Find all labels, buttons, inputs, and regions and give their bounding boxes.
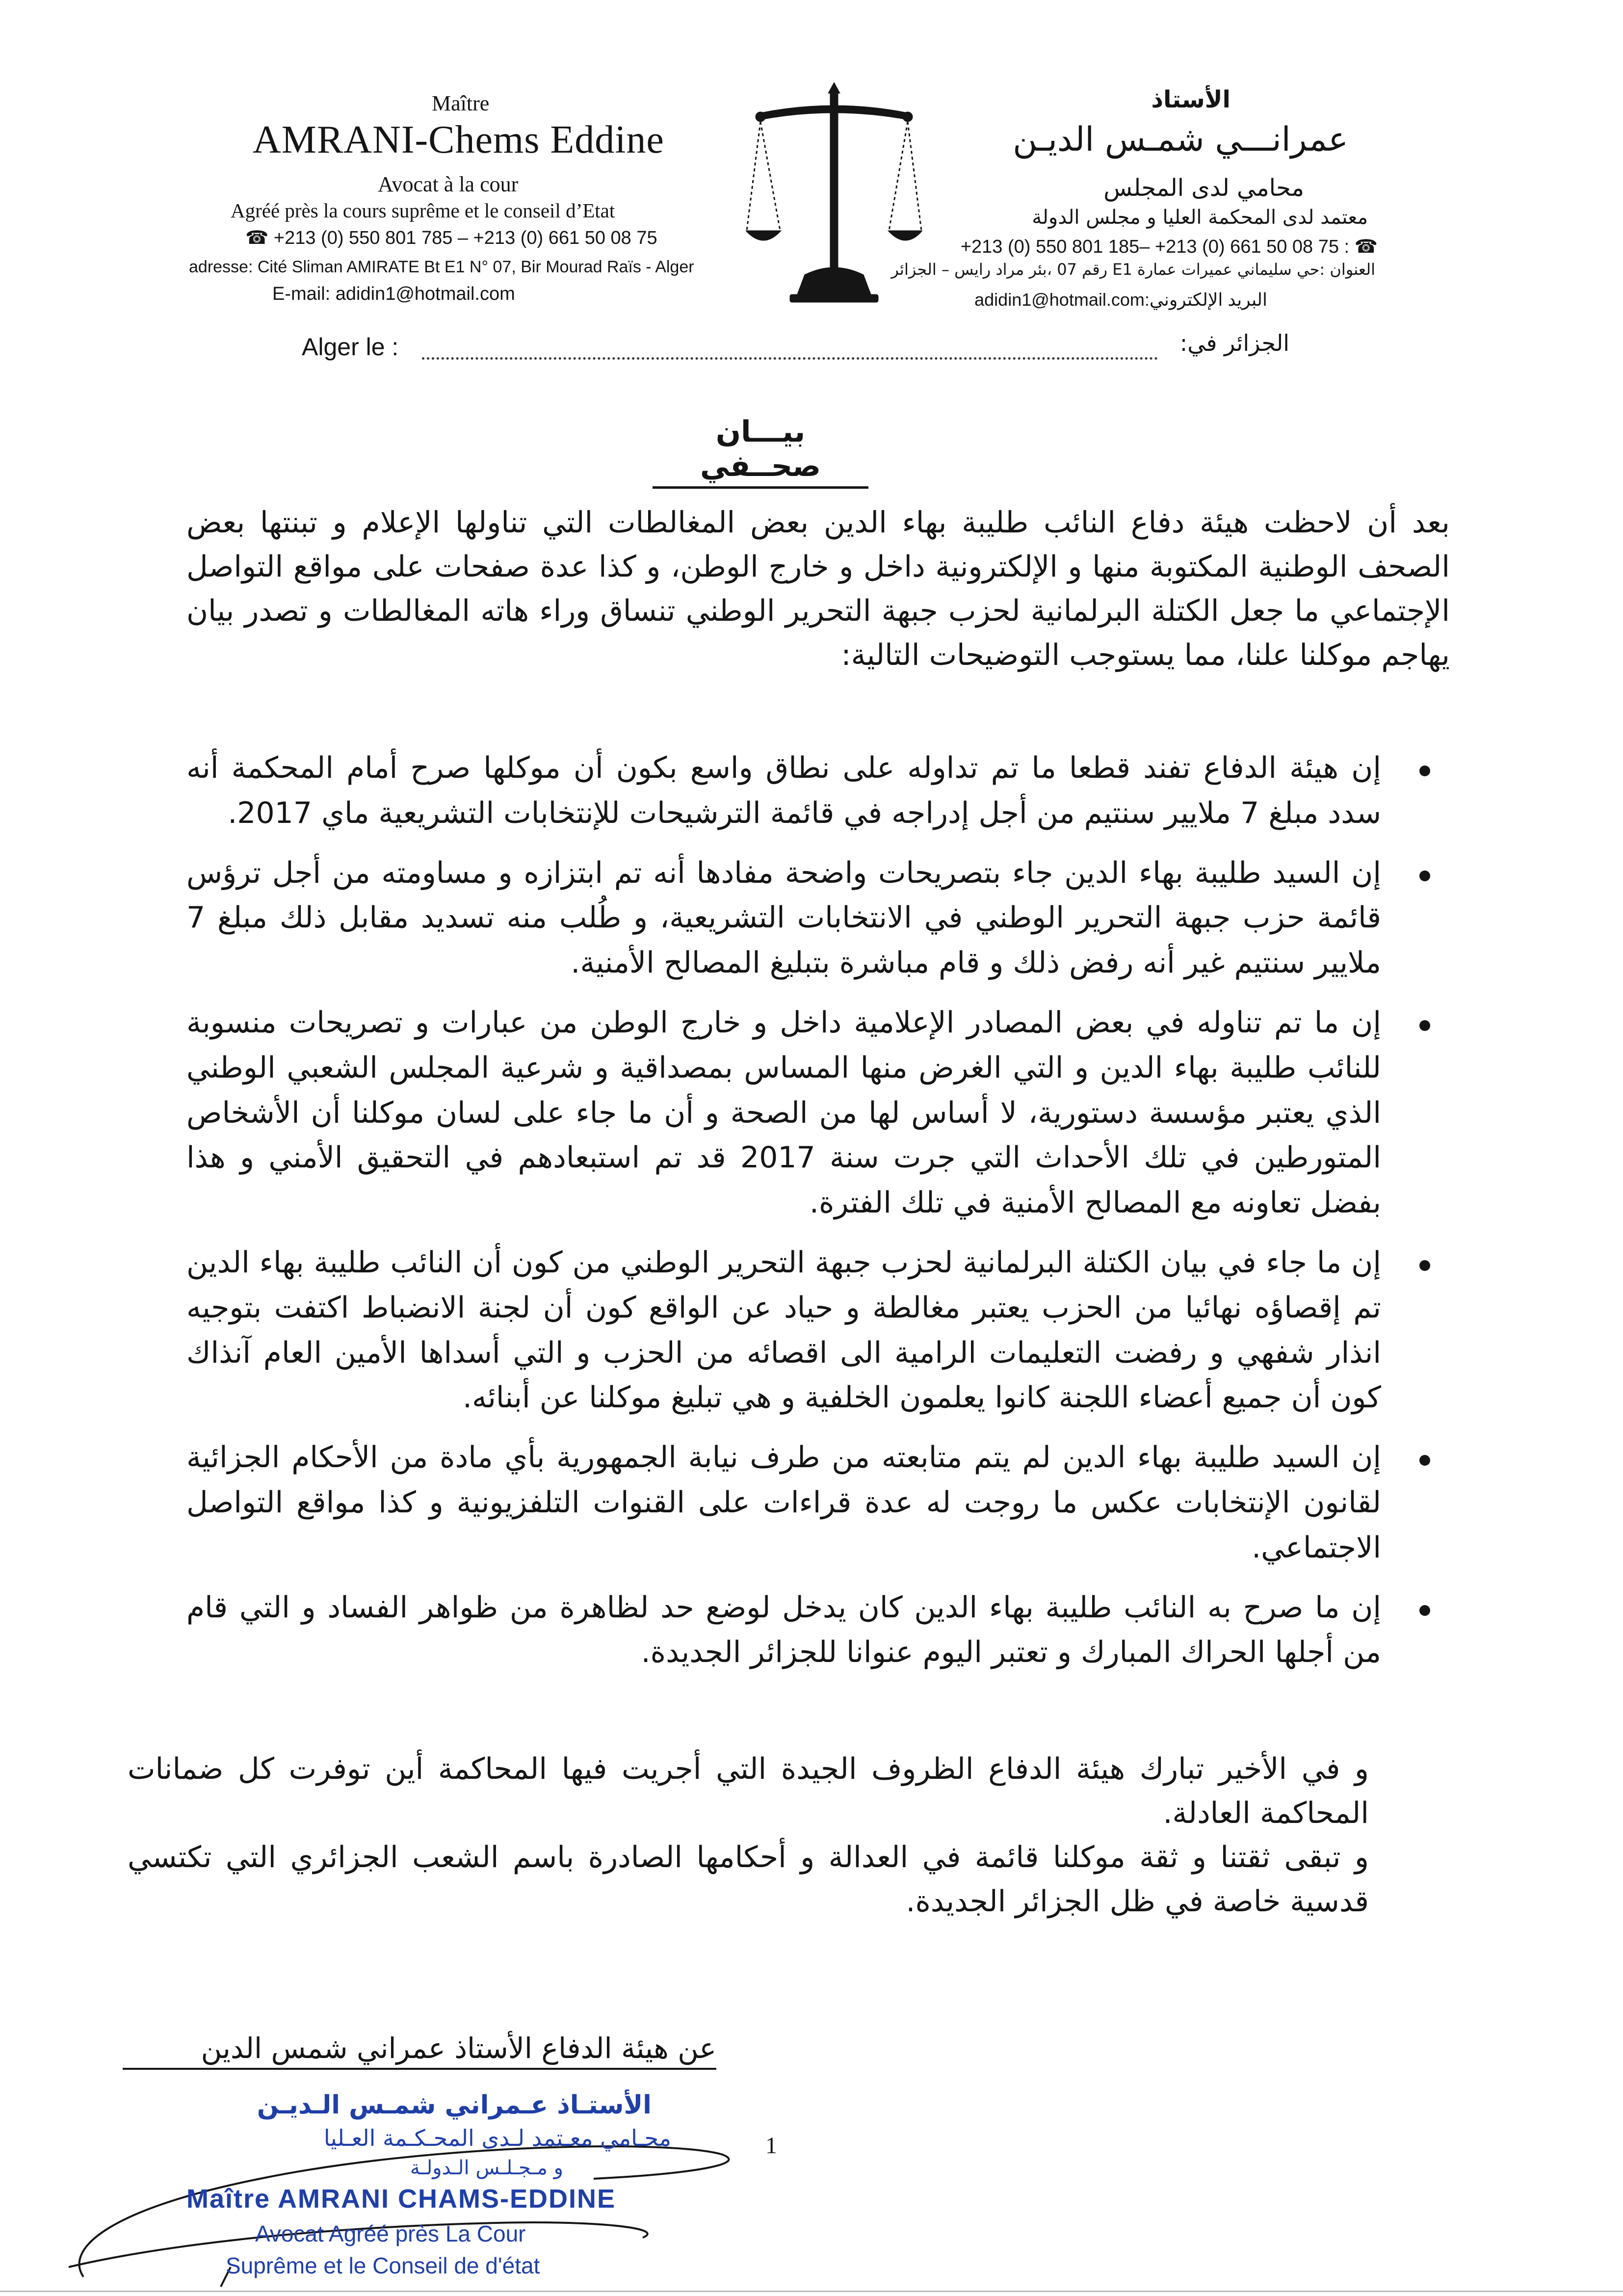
ar-address: العنوان :حي سليماني عميرات عمارة E1 رقم 07 ،بئر مراد رايس – الجزائر [891, 260, 1375, 279]
fr-phones: ☎ +213 (0) 550 801 785 – +213 (0) 661 50 08 75 [245, 228, 657, 248]
fr-role: Avocat à la cour [378, 172, 519, 196]
date-label-ar: الجزائر في: [1179, 330, 1289, 356]
closing-paragraph-1: و في الأخير تبارك هيئة الدفاع الظروف الجيدة التي أجريت فيها المحاكمة أين توفرت كل ضمانات المحاكمة العادلة. [128, 1752, 1369, 1830]
fr-address: adresse: Cité Sliman AMIRATE Bt E1 N° 07, Bir Mourad Raïs - Alger [189, 258, 694, 276]
date-label-fr: Alger le : [302, 333, 399, 361]
ar-title: الأستاذ [1151, 86, 1230, 113]
ar-email[interactable]: adidin1@hotmail.com:البريد الإلكتروني [974, 290, 1267, 310]
page-number: 1 [765, 2133, 777, 2159]
stamp-ar-line-1: الأستـاذ عـمراني شمـس الـديـن [257, 2090, 652, 2120]
ar-accreditation: معتمد لدى المحكمة العليا و مجلس الدولة [1032, 206, 1368, 229]
bullet-icon [1419, 765, 1430, 776]
list-item [186, 1240, 1381, 1421]
bottom-divider [0, 2291, 1623, 2292]
ar-lawyer-name: عمرانـــي شمـس الديـن [1013, 120, 1348, 159]
closing-paragraph-2: و تبقى ثقتنا و ثقة موكلنا قائمة في العدالة و أحكامها الصادرة باسم الشعب الجزائري التي تكتسي قدسية خاصة في ظل الجزائر الجديدة. [128, 1840, 1369, 1919]
stamp-fr-line-2: Avocat Agréé près La Cour [255, 2221, 526, 2246]
list-item [186, 851, 1381, 986]
bullet-icon [1419, 871, 1430, 881]
bullet-icon [1419, 1455, 1430, 1466]
list-item-text: إن ما جاء في بيان الكتلة البرلمانية لحزب جبهة التحرير الوطني من كون أن النائب طليبة بهاء الدين تم إقصاؤه نهائيا من الحزب يعتبر مغالطة و حياد عن الواقع كون أن لجنة الانضباط اكتفت بتوجيه انذار شفهي و رفضت التعليمات الرامية الى اقصائه من الحزب و التي أسداها الأمين العام آنذاك كون أن جميع أعضاء اللجنة كانوا يعلمون الخلفية و هي تبليغ موكلنا عن أبنائه. [186, 1245, 1381, 1415]
fr-email[interactable]: E-mail: adidin1@hotmail.com [272, 284, 515, 304]
date-dotted-line [422, 357, 1158, 360]
list-item [186, 1001, 1381, 1226]
list-item-text: إن ما صرح به النائب طليبة بهاء الدين كان يدخل لوضع حد لظاهرة من ظواهر الفساد و التي قام من أجلها الحراك المبارك و تعتبر اليوم عنوانا للجزائر الجديدة. [186, 1590, 1381, 1670]
stamp-ar-line-3: و مـجـلـس الـدولـة [410, 2157, 563, 2179]
stamp-fr-line-3: Suprême et le Conseil de d'état [226, 2253, 540, 2278]
clarifications-list [186, 746, 1381, 1690]
list-item-text: إن هيئة الدفاع تفند قطعا ما تم تداوله على نطاق واسع بكون أن موكلها صرح أمام المحكمة أنه سدد مبلغ 7 ملايير سنتيم من أجل إدراجه في قائمة الترشيحات للإنتخابات التشريعية ماي 2017. [186, 751, 1381, 830]
list-item [186, 746, 1381, 836]
ar-role: محامي لدى المجلس [1103, 174, 1304, 202]
stamp-ar-line-2: محـامي معـتمد لـدى المحـكـمة العـليا [323, 2125, 671, 2151]
bullet-icon [1419, 1605, 1430, 1616]
fr-title: Maître [432, 91, 490, 115]
list-item [186, 1435, 1381, 1570]
stamp-fr-line-1: Maître AMRANI CHAMS-EDDINE [186, 2184, 616, 2214]
list-item-text: إن السيد طليبة بهاء الدين لم يتم متابعته من طرف نيابة الجمهورية بأي مادة من الأحكام الجزائية لقانون الإنتخابات عكس ما روجت له عدة قراءات على القنوات التلفزيونية و كذا مواقع التواصل الاجتماعي. [186, 1440, 1381, 1565]
signature-line: عن هيئة الدفاع الأستاذ عمراني شمس الدين [123, 2032, 716, 2070]
intro-paragraph: بعد أن لاحظت هيئة دفاع النائب طليبة بهاء الدين بعض المغالطات التي تناولها الإعلام و تبنتها بعض الصحف الوطنية المكتوبة منها و الإلكترونية داخل و خارج الوطن، و كذا عدة صفحات على مواقع التواصل الإجتماعي ما جعل الكتلة البرلمانية لحزب جبهة التحرير الوطني تنساق وراء هاته المغالطات و تصدر بيان يهاجم موكلنا علنا، مما يستوجب التوضيحات التالية: [186, 505, 1450, 672]
fr-lawyer-name: AMRANI-Chems Eddine [253, 118, 664, 161]
ar-phones: +213 (0) 550 801 185– +213 (0) 661 50 08 75 : ☎ [960, 237, 1378, 257]
list-item-text: إن السيد طليبة بهاء الدين جاء بتصريحات واضحة مفادها أنه تم ابتزازه و مساومته من أجل ترؤس قائمة حزب جبهة التحرير الوطني في الانتخابات التشريعية، و طُلب منه تسديد مقابل ذلك مبلغ 7 ملايير سنتيم غير أنه رفض ذلك و قام مباشرة بتبليغ المصالح الأمنية. [186, 855, 1381, 980]
document-title: بيـــان صحــفي [653, 415, 868, 489]
bullet-icon [1419, 1260, 1430, 1271]
list-item [186, 1585, 1381, 1676]
list-item-text: إن ما تم تناوله في بعض المصادر الإعلامية داخل و خارج الوطن من عبارات و تصريحات منسوبة للنائب طليبة بهاء الدين و التي الغرض منها المساس بمصداقية و شرعية المجلس الشعبي الوطني الذي يعتبر مؤسسة دستورية، لا أساس لها من الصحة و أن ما جاء على لسان موكلنا أن الأشخاص المتورطين في تلك الأحداث التي جرت سنة 2017 قد تم استبعادهم في التحقيق الأمني و هذا بفضل تعاونه مع المصالح الأمنية في تلك الفترة. [186, 1005, 1382, 1220]
closing-paragraphs [128, 1747, 1369, 1924]
fr-accreditation: Agréé près la cours suprême et le conseil d’Etat [231, 199, 615, 222]
bullet-icon [1419, 1020, 1430, 1031]
